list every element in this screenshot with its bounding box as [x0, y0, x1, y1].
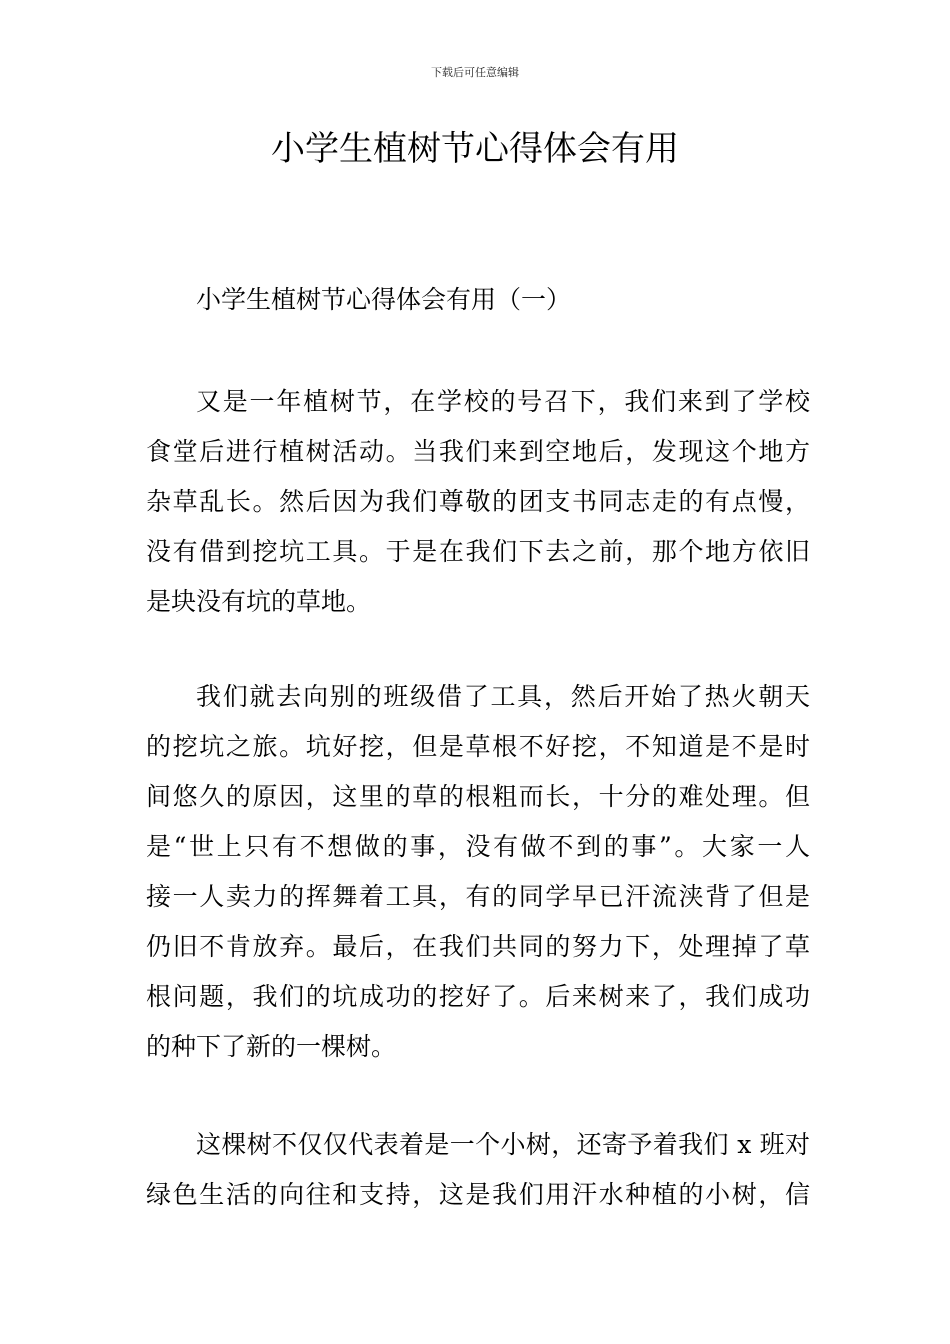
paragraph-line: 是“世上只有不想做的事，没有做不到的事”。大家一人 — [146, 832, 810, 861]
paragraph-line: 这棵树不仅仅代表着是一个小树，还寄予着我们 x 班对 — [196, 1130, 810, 1159]
paragraph-line: 间悠久的原因，这里的草的根粗而长，十分的难处理。但 — [146, 782, 810, 811]
paragraph-3 — [146, 1120, 810, 1220]
section-title: 小学生植树节心得体会有用（一） — [196, 285, 572, 314]
paragraph-line: 没有借到挖坑工具。于是在我们下去之前，那个地方依旧 — [146, 537, 810, 566]
paragraph-line: 的种下了新的一棵树。 — [146, 1032, 397, 1061]
paragraph-line: 绿色生活的向往和支持，这是我们用汗水种植的小树，信 — [146, 1180, 810, 1209]
paragraph-2 — [146, 672, 810, 1072]
paragraph-line: 的挖坑之旅。坑好挖，但是草根不好挖，不知道是不是时 — [146, 732, 810, 761]
document-title: 小学生植树节心得体会有用 — [271, 129, 679, 169]
paragraph-line: 食堂后进行植树活动。当我们来到空地后，发现这个地方 — [146, 437, 810, 466]
paragraph-line: 是块没有坑的草地。 — [146, 587, 372, 616]
paragraph-1 — [146, 377, 810, 627]
paragraph-line: 仍旧不肯放弃。最后，在我们共同的努力下，处理掉了草 — [146, 932, 810, 961]
header-note: 下载后可任意编辑 — [431, 66, 519, 79]
paragraph-line: 根问题，我们的坑成功的挖好了。后来树来了，我们成功 — [146, 982, 810, 1011]
paragraph-line: 杂草乱长。然后因为我们尊敬的团支书同志走的有点慢， — [146, 487, 810, 516]
paragraph-line: 我们就去向别的班级借了工具，然后开始了热火朝天 — [196, 682, 810, 711]
paragraph-line: 接一人卖力的挥舞着工具，有的同学早已汗流浃背了但是 — [146, 882, 810, 911]
paragraph-line: 又是一年植树节，在学校的号召下，我们来到了学校 — [196, 387, 810, 416]
